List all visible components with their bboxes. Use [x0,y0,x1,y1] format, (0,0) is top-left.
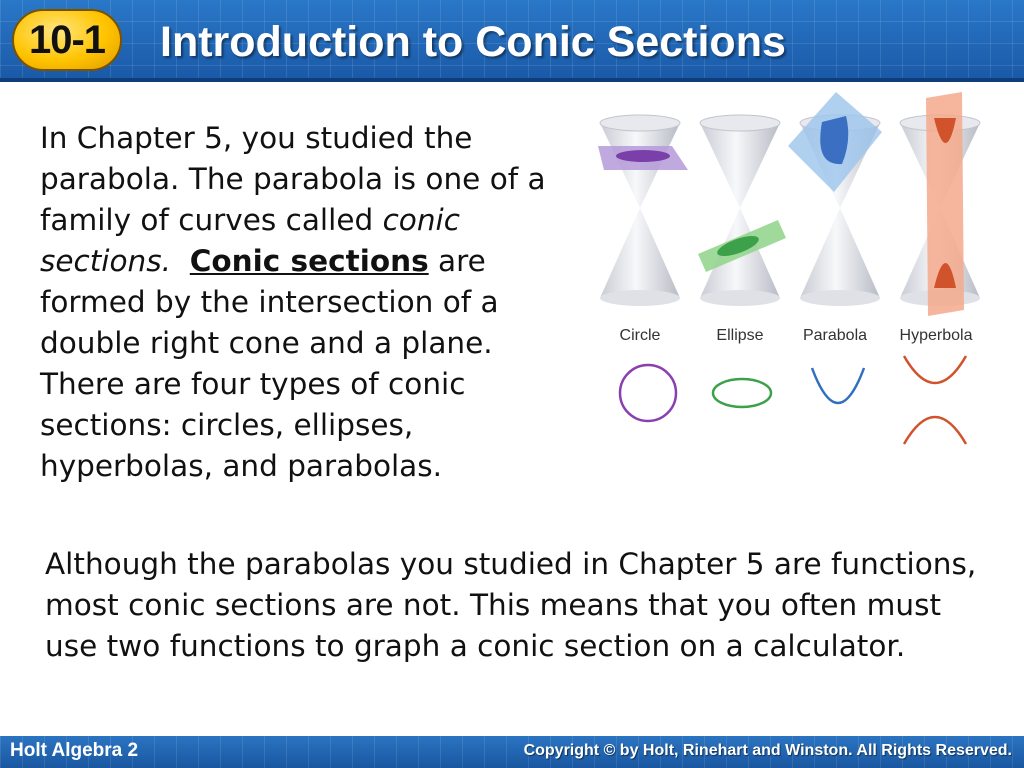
header-bar [0,0,1024,82]
cone-ellipse [698,115,786,306]
lesson-number: 10-1 [28,17,106,62]
label-parabola: Parabola [802,327,868,344]
conic-sections-figure [590,88,1010,458]
functions-paragraph: Although the parabolas you studied in Chapter 5 are functions, most conic sections are not. This means that you often must use two functions to graph a conic section on a calculator. [45,547,977,663]
circle-curve [620,365,676,421]
label-circle: Circle [619,327,661,344]
italic-term: conic sections. [40,203,460,278]
footer-course: Holt Algebra 2 [10,740,139,761]
label-hyperbola: Hyperbola [899,327,973,344]
label-ellipse: Ellipse [716,327,764,344]
cone-circle [598,115,688,306]
intro-text-2: are formed by the intersection of a double right cone and a plane. There are four types of conic sections: circles, ellipses, hyperbolas, and parabolas. [40,244,499,483]
parabola-curve [812,368,864,403]
footer-copyright: Copyright © by Holt, Rinehart and Winston. All Rights Reserved. [523,742,1012,759]
ellipse-curve [713,379,771,407]
intro-paragraph [40,118,565,487]
hyperbola-upper-curve [904,356,966,383]
page-title: Introduction to Conic Sections [160,18,786,66]
hyperbola-lower-curve [904,417,966,444]
cone-parabola [788,92,882,306]
cone-hyperbola [900,92,980,316]
intro-text-1: In Chapter 5, you studied the parabola. The parabola is one of a family of curves called [40,121,546,237]
bold-term: Conic sections [189,244,429,278]
lesson-badge [12,9,122,71]
footer-bar [0,736,1024,768]
